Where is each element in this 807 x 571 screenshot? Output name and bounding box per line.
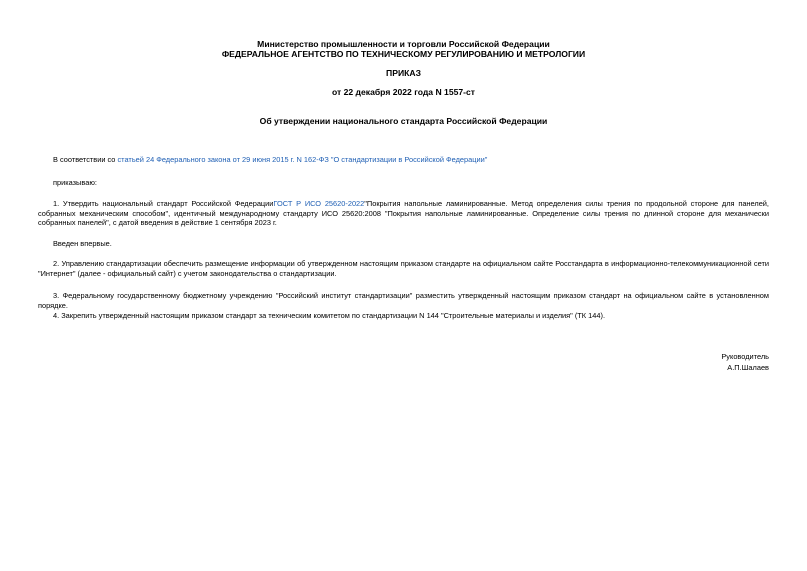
agency-title: ФЕДЕРАЛЬНОЕ АГЕНТСТВО ПО ТЕХНИЧЕСКОМУ РЕГУЛИРОВАНИЮ И МЕТРОЛОГИИ (221, 49, 586, 59)
paragraph-basis (38, 155, 769, 165)
paragraph-order: приказываю: (53, 178, 97, 187)
paragraph-item-2: 2. Управлению стандартизации обеспечить размещение информации об утвержденном настоящим приказом стандарте на официальном сайте Росстандарта в информационно-телекоммуникационной сети "Интернет" (далее - официальный сайт) с учетом законодательства о стандартизации. (38, 259, 769, 278)
paragraph-item-3: 3. Федеральному государственному бюджетному учреждению "Российский институт стандартизации" разместить утвержденный настоящим приказом стандарт на официальном сайте в установленном порядке. (38, 291, 769, 310)
paragraph-basis-text: В соответствии со (53, 155, 118, 164)
signature-name: А.П.Шалаев (727, 363, 769, 372)
paragraph-item-4: 4. Закрепить утвержденный настоящим приказом стандарт за техническим комитетом по стандартизации N 144 "Строительные материалы и изделия" (ТК 144). (53, 311, 606, 320)
paragraph-item-1 (38, 199, 769, 228)
ministry-title: Министерство промышленности и торговли Российской Федерации (257, 39, 550, 49)
paragraph-item-1-prefix: 1. Утвердить национальный стандарт Российской Федерации (53, 199, 274, 208)
paragraph-item-1-suffix: "Покрытия напольные ламинированные. Метод определения силы трения по продольной стороне для панелей, собранных механическим способом", идентичный международному стандарту ИСО 25620:2008 "Покрытия напольные ламинированные. Определение силы трения по длинной стороне для механически собранных панелей", с датой введения в действие 1 сентября 2023 г. (38, 199, 769, 228)
paragraph-introduced: Введен впервые. (53, 239, 112, 248)
document-date-number: от 22 декабря 2022 года N 1557-ст (331, 87, 476, 97)
standard-link[interactable]: ГОСТ Р ИСО 25620-2022 (273, 199, 365, 208)
signature-title: Руководитель (721, 352, 769, 361)
document-subject: Об утверждении национального стандарта Российской Федерации (259, 116, 548, 126)
document-page (38, 0, 769, 571)
law-article-link[interactable]: статьей 24 Федерального закона от 29 июня 2015 г. N 162-ФЗ "О стандартизации в Российской Федерации" (117, 155, 488, 164)
document-type: ПРИКАЗ (386, 68, 421, 78)
